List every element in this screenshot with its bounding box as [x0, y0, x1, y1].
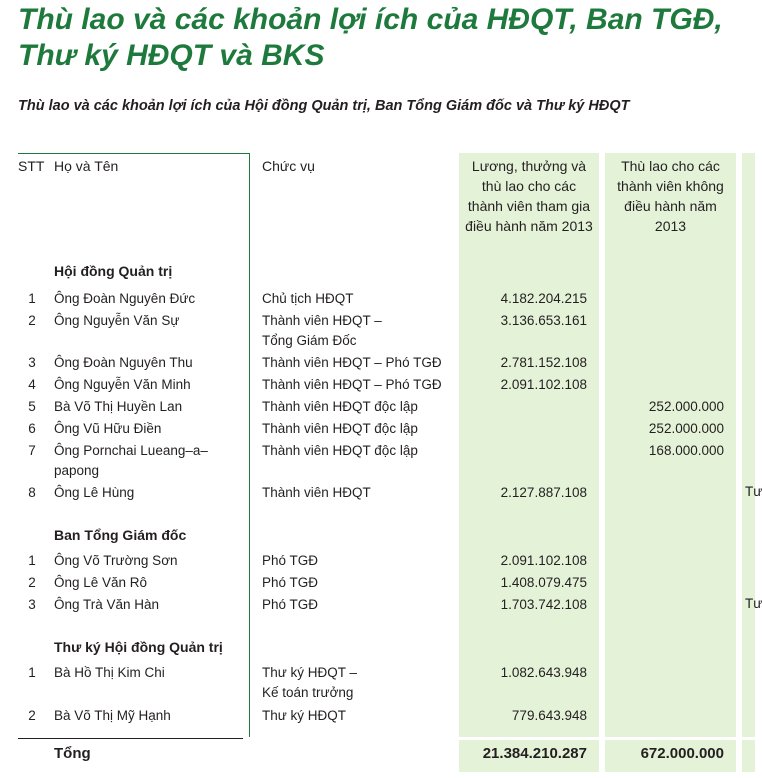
row-position-continued: Kế toán trưởng — [262, 685, 354, 700]
row-stt: 6 — [28, 421, 36, 436]
total-divider — [18, 738, 243, 739]
row-stt: 2 — [28, 575, 36, 590]
row-position-continued: Tổng Giám Đốc — [262, 333, 357, 348]
row-name: Ông Lê Văn Rô — [54, 575, 148, 590]
row-salary: 4.182.204.215 — [500, 291, 587, 306]
header-salary: Lương, thưởng và thù lao cho các thành viên tham gia điều hành năm 2013 — [465, 158, 593, 234]
clipped-column-background — [742, 153, 755, 737]
row-position: Thành viên HĐQT độc lập — [262, 421, 418, 436]
row-stt: 5 — [28, 399, 36, 414]
group-heading: Ban Tổng Giám đốc — [54, 527, 187, 543]
row-salary: 1.082.643.948 — [500, 665, 587, 680]
row-position: Thành viên HĐQT – Phó TGĐ — [262, 377, 442, 392]
row-name: Bà Võ Thị Mỹ Hạnh — [54, 708, 171, 723]
row-position: Thành viên HĐQT – — [262, 313, 382, 328]
header-stt: STT — [18, 158, 45, 174]
row-salary: 779.643.948 — [511, 708, 587, 723]
title-line-1: Thù lao và các khoản lợi ích của HĐQT, Ban TGĐ, — [18, 3, 723, 36]
row-stt: 1 — [28, 665, 36, 680]
row-name: Ông Đoàn Nguyên Thu — [54, 355, 193, 370]
row-name: Ông Võ Trường Sơn — [54, 553, 178, 568]
row-name: Bà Hồ Thị Kim Chi — [54, 665, 165, 680]
row-position: Thư ký HĐQT – — [262, 665, 358, 680]
row-name: Ông Lê Hùng — [54, 485, 135, 500]
row-name-continued: papong — [54, 463, 100, 478]
title-line-2: Thư ký HĐQT và BKS — [18, 39, 325, 72]
row-stt: 2 — [28, 708, 36, 723]
total-remuneration: 672.000.000 — [640, 745, 724, 762]
table-subtitle: Thù lao và các khoản lợi ích của Hội đồng Quản trị, Ban Tổng Giám đốc và Thư ký HĐQT — [18, 98, 630, 114]
row-stt: 4 — [28, 377, 36, 392]
row-position: Phó TGĐ — [262, 597, 319, 612]
row-position: Thành viên HĐQT — [262, 485, 371, 500]
page-title — [18, 2, 723, 74]
row-position: Thư ký HĐQT — [262, 708, 347, 723]
row-name: Ông Pornchai Lueang–a– — [54, 443, 208, 458]
header-name: Họ và Tên — [54, 158, 119, 174]
total-salary: 21.384.210.287 — [482, 745, 587, 762]
row-stt: 3 — [28, 597, 36, 612]
row-stt: 2 — [28, 313, 36, 328]
row-position: Thành viên HĐQT độc lập — [262, 443, 418, 458]
row-name: Bà Võ Thị Huyền Lan — [54, 399, 183, 414]
total-clipped-background — [742, 740, 755, 772]
row-stt: 8 — [28, 485, 36, 500]
row-remuneration: 252.000.000 — [648, 399, 724, 414]
row-clipped-text: Tư — [745, 596, 762, 611]
row-stt: 1 — [28, 553, 36, 568]
row-stt: 3 — [28, 355, 36, 370]
group-heading: Hội đồng Quản trị — [54, 263, 173, 279]
row-salary: 2.091.102.108 — [500, 553, 587, 568]
row-salary: 2.781.152.108 — [500, 355, 587, 370]
row-position: Thành viên HĐQT độc lập — [262, 399, 418, 414]
group-heading: Thư ký Hội đồng Quản trị — [54, 639, 223, 655]
row-position: Phó TGĐ — [262, 575, 319, 590]
row-clipped-text: Tư — [745, 484, 762, 499]
row-salary: 1.703.742.108 — [500, 597, 587, 612]
salary-column-background — [459, 153, 599, 737]
header-remuneration: Thù lao cho các thành viên không điều hành năm 2013 — [617, 158, 724, 234]
header-position: Chức vụ — [262, 158, 315, 174]
row-salary: 2.127.887.108 — [500, 485, 587, 500]
row-salary: 3.136.653.161 — [500, 313, 587, 328]
row-remuneration: 168.000.000 — [648, 443, 724, 458]
row-name: Ông Trà Văn Hàn — [54, 597, 160, 612]
row-salary: 1.408.079.475 — [500, 575, 587, 590]
row-stt: 7 — [28, 443, 36, 458]
row-position: Chủ tịch HĐQT — [262, 291, 354, 306]
row-position: Thành viên HĐQT – Phó TGĐ — [262, 355, 442, 370]
row-salary: 2.091.102.108 — [500, 377, 587, 392]
row-name: Ông Nguyễn Văn Minh — [54, 377, 191, 392]
row-name: Ông Vũ Hữu Điền — [54, 421, 162, 436]
row-name: Ông Nguyễn Văn Sự — [54, 313, 180, 328]
row-remuneration: 252.000.000 — [648, 421, 724, 436]
row-stt: 1 — [28, 291, 36, 306]
row-position: Phó TGĐ — [262, 553, 319, 568]
total-label: Tổng — [54, 745, 91, 762]
row-name: Ông Đoàn Nguyên Đức — [54, 291, 196, 306]
